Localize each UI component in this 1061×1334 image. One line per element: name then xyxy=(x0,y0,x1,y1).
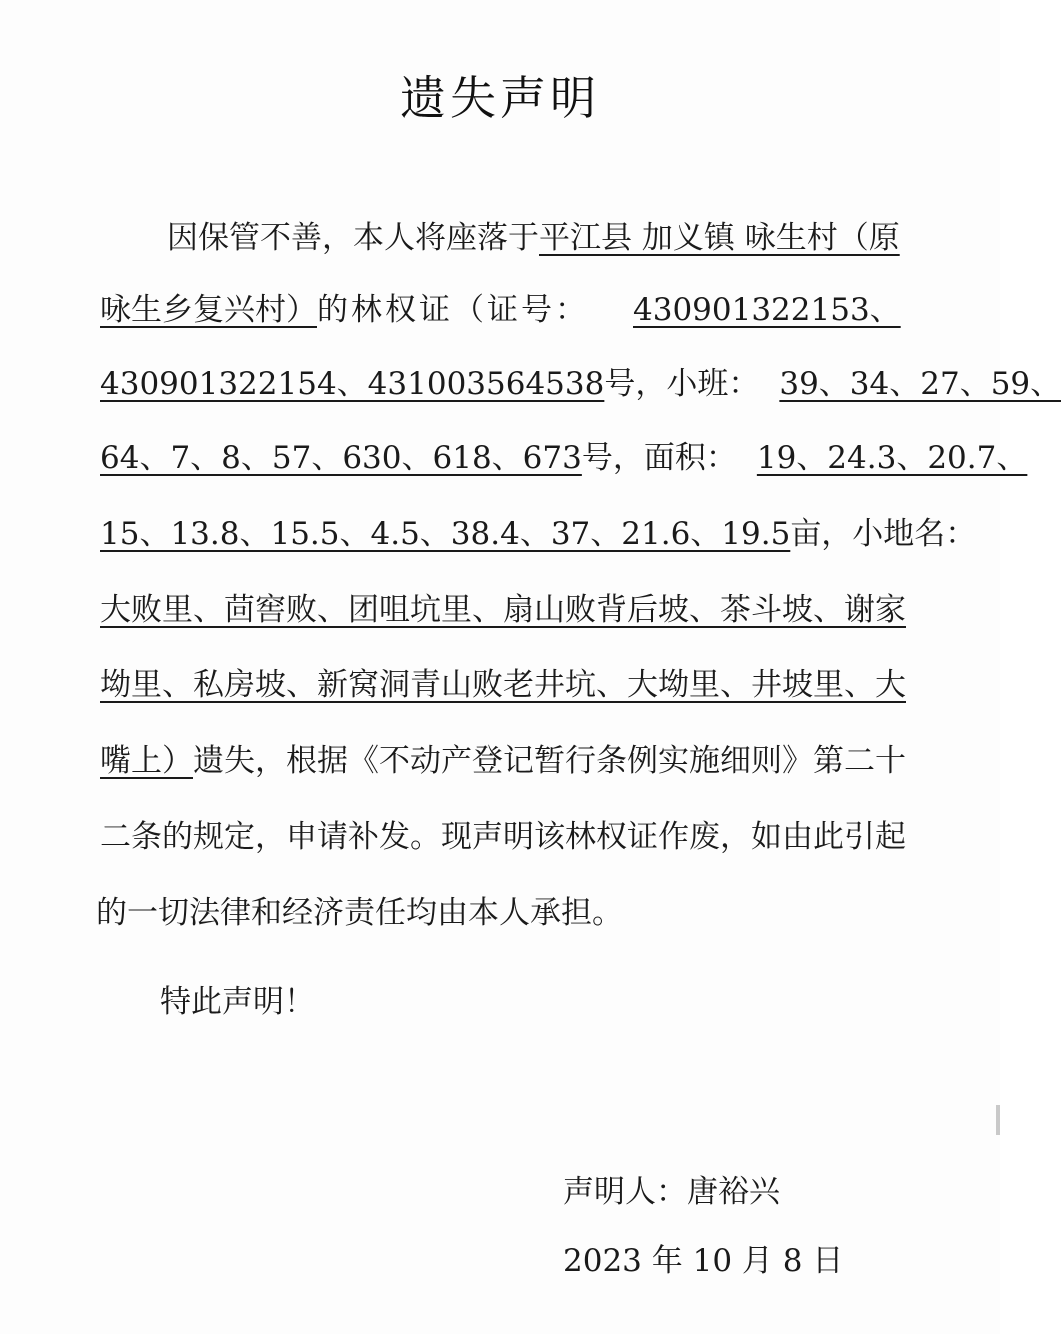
location-underlined: 平江县 加义镇 咏生村（原 xyxy=(539,220,900,256)
area-values: 19、24.3、20.7、 xyxy=(756,440,1028,476)
declaration-date: 2023 年 10 月 8 日 xyxy=(563,1243,844,1279)
text-segment: 的林权证（证号： xyxy=(317,292,589,328)
closing-statement: 特此声明！ xyxy=(160,984,315,1020)
body-line-10: 的一切法律和经济责任均由本人承担。 xyxy=(96,895,623,931)
area-values-cont: 15、13.8、15.5、4.5、38.4、37、21.6、19.5 xyxy=(100,516,791,552)
place-names-end: 嘴上） xyxy=(100,743,193,779)
document-title: 遗失声明 xyxy=(400,71,600,125)
body-line-6-place-names: 大败里、茴窖败、团咀坑里、扇山败背后坡、茶斗坡、谢家 xyxy=(100,592,906,628)
subcompartment-numbers: 39、34、27、59、 xyxy=(779,366,1061,402)
certificate-number: 430901322153、 xyxy=(633,292,901,328)
text-segment: 号，小班： xyxy=(604,366,760,402)
scan-edge-mark xyxy=(996,1105,1000,1135)
text-segment: 亩，小地名： xyxy=(790,516,977,552)
body-line-4 xyxy=(100,438,1027,478)
certificate-numbers: 430901322154、431003564538 xyxy=(100,366,605,402)
body-line-5 xyxy=(100,514,976,554)
subcompartment-numbers-cont: 64、7、8、57、630、618、673 xyxy=(100,440,582,476)
location-underlined-cont: 咏生乡复兴村） xyxy=(100,292,317,328)
body-line-3 xyxy=(100,364,1061,404)
text-segment: 号，面积： xyxy=(581,440,737,476)
body-line-2 xyxy=(100,290,901,330)
body-line-7-place-names: 坳里、私房坡、新窝洞青山败老井坑、大坳里、井坡里、大 xyxy=(100,667,906,703)
body-line-1 xyxy=(167,218,900,258)
text-segment: 遗失，根据《不动产登记暂行条例实施细则》第二十 xyxy=(193,743,906,779)
declarant-name: 声明人：唐裕兴 xyxy=(563,1174,780,1210)
body-line-9: 二条的规定，申请补发。现声明该林权证作废，如由此引起 xyxy=(100,819,906,855)
text-segment: 因保管不善，本人将座落于 xyxy=(167,220,539,256)
body-line-8 xyxy=(100,741,906,781)
